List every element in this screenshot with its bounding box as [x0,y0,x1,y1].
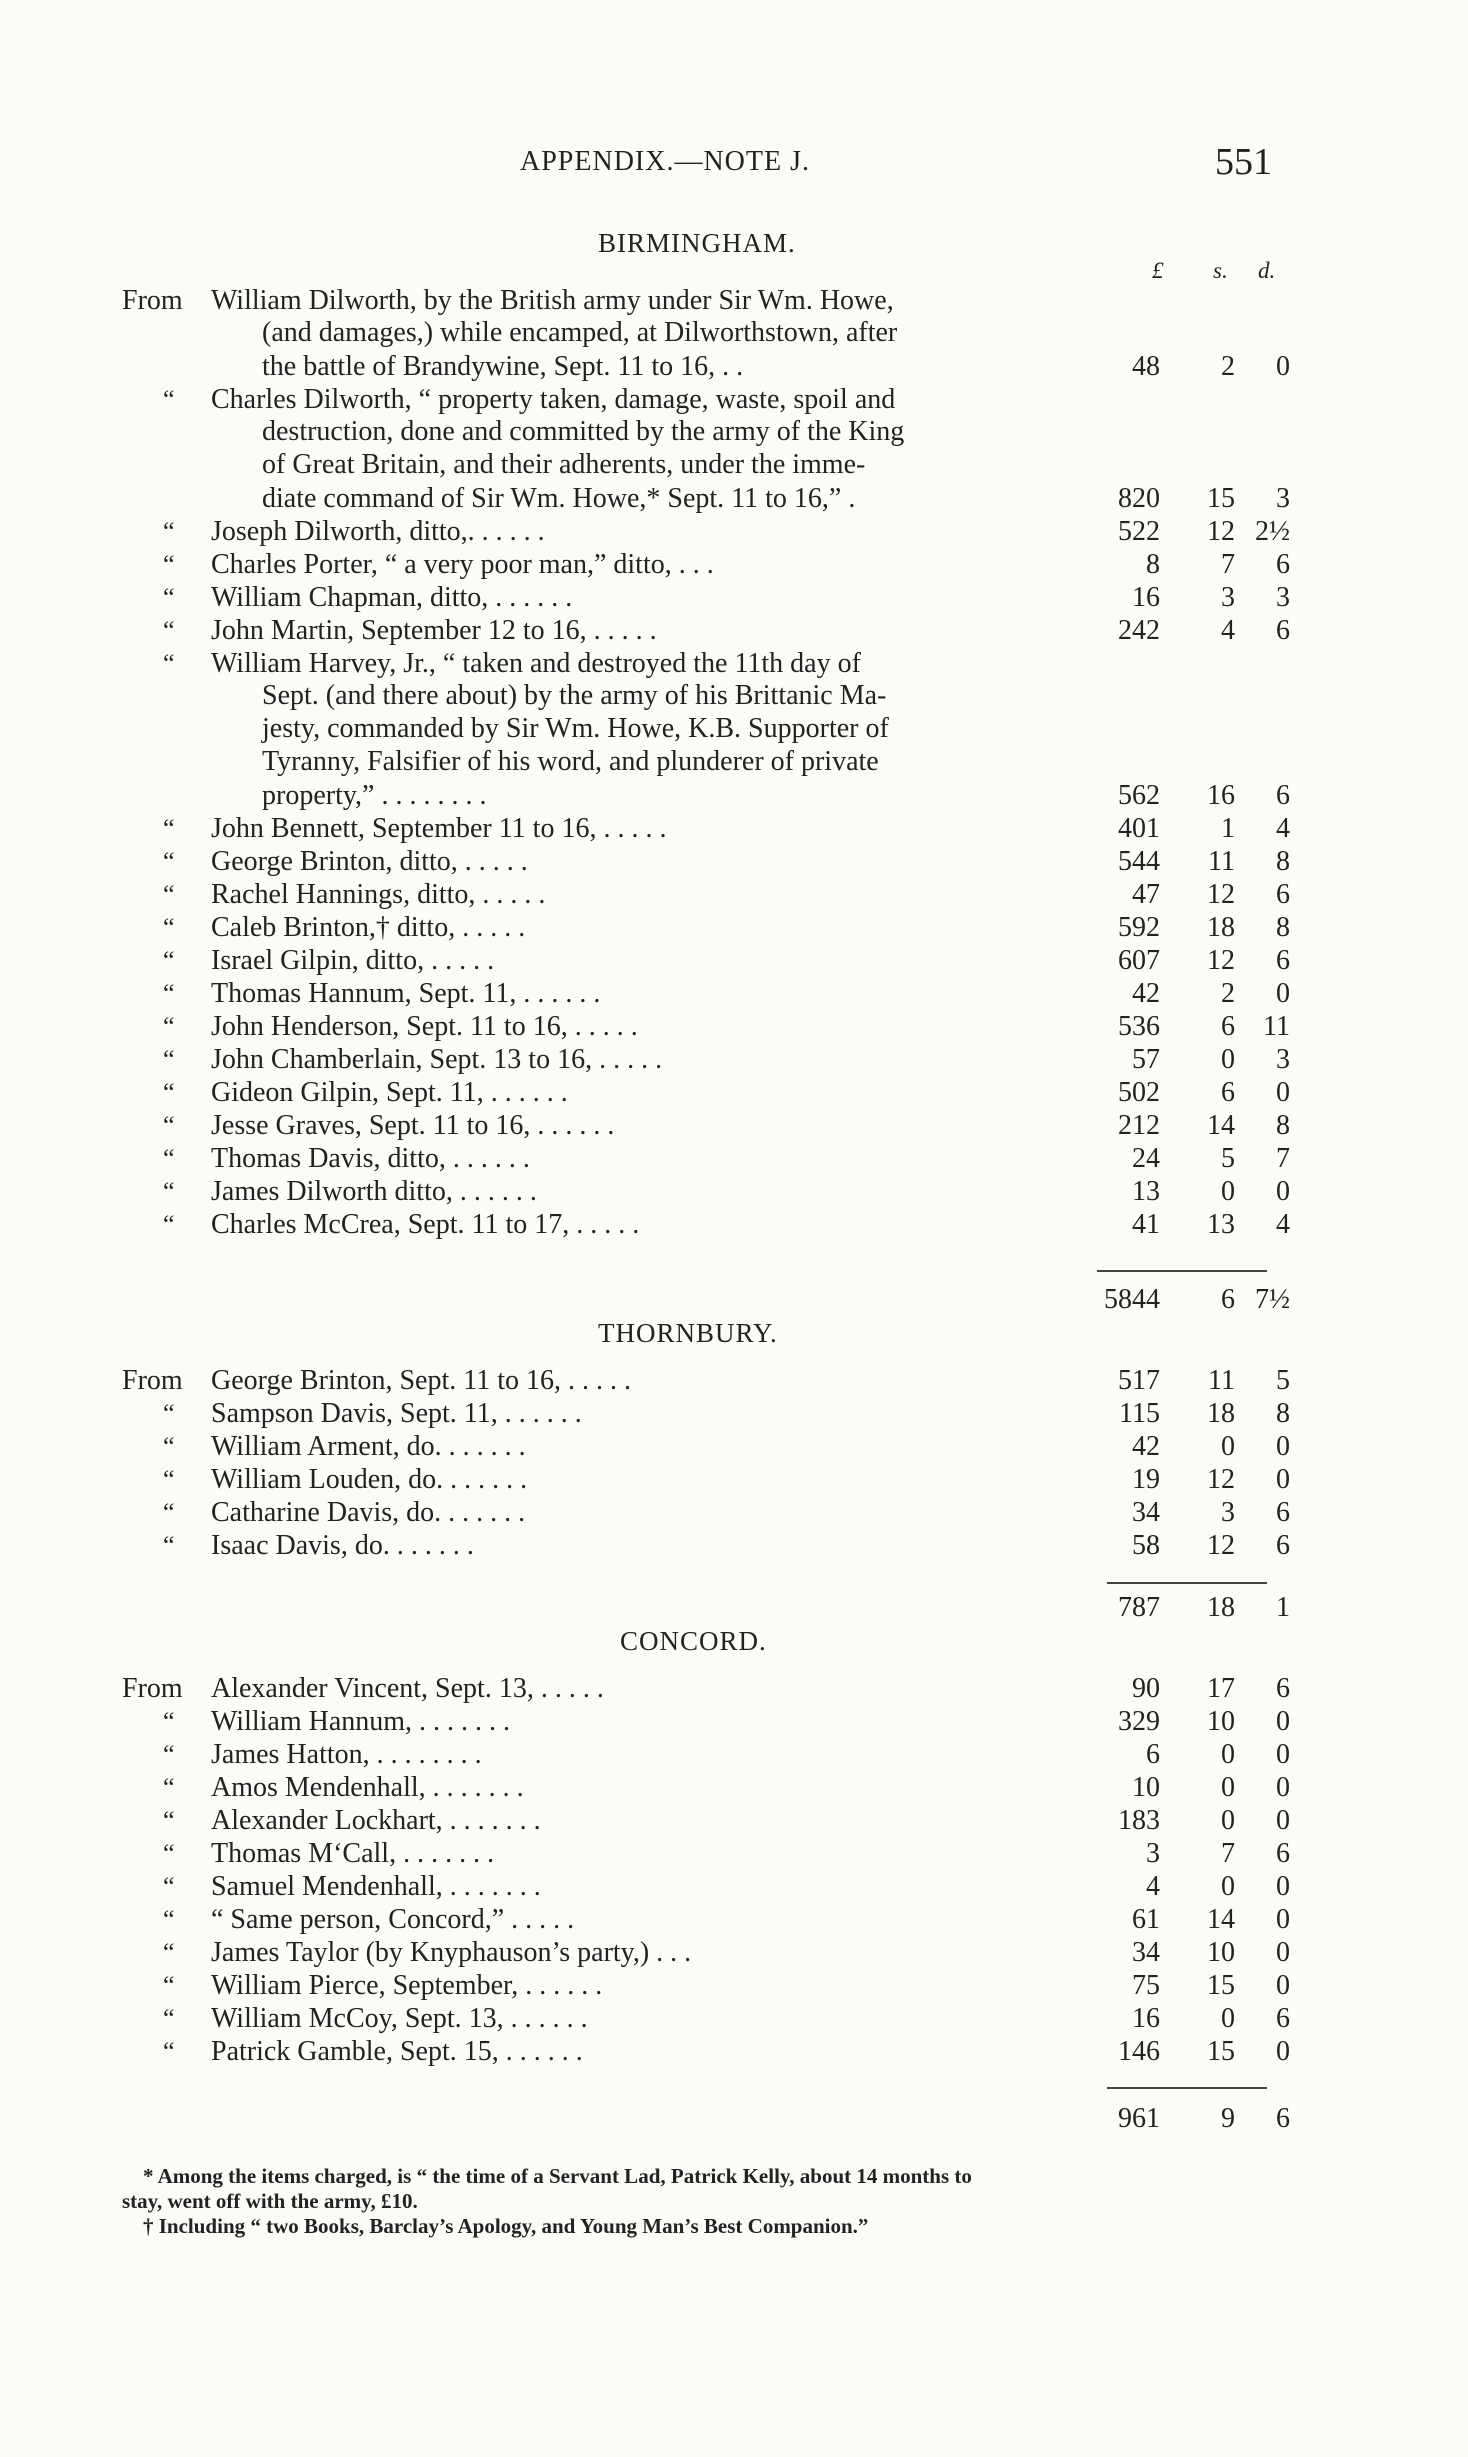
total-rule [1107,2087,1267,2089]
entry-continuation: jesty, commanded by Sir Wm. Howe, K.B. Supporter of [262,713,889,744]
unit-pounds: £ [1152,258,1164,283]
total-rule [1107,1582,1267,1584]
entry-continuation: Tyranny, Falsifier of his word, and plunderer of private [262,746,879,777]
entry-continuation: (and damages,) while encamped, at Dilworthstown, after [262,317,898,348]
page-number: 551 [1215,141,1272,183]
entry-continuation: destruction, done and committed by the army of the King [262,416,905,447]
entry-continuation: Sept. (and there about) by the army of his Brittanic Ma- [262,680,887,711]
document-page: APPENDIX.—NOTE J. 551 BIRMINGHAM. £ s. d. From William Dilworth, by the British army under Sir Wm. Howe, (and damages,) while encamped, at Dilworthstown, after the battle of Brandywine, Sept. 11 to 16, . . 48 2 0 “ Charles Dilworth, “ property taken, damage, waste, spoil and destruction, done and committed by the army of the King of Great Britain, and their adherents, under the imme- diate command of Sir Wm. Howe,* Sept. 11 to 16,” . 820 15 3 “ Joseph Dilworth, ditto,. . . . . . 522 12 2½ “ Charles Porter, “ a very poor man,” ditto, . . . 8 7 6 “ William Chapman, ditto, . . . . . . 16 3 3 “ John Martin, September 12 to 16, . . . . . 242 4 6 “ William Harvey, Jr., “ taken and destroyed the 11th day of Sept. (and there about) by the army of his Brittanic Ma- jesty, commanded by Sir Wm. Howe, K.B. Supporter of Tyranny, Falsifier of his word, and plunderer of private property,” . . . . . . . . 562 16 6 “ John Bennett, September 11 to 16, . . . . . 401 1 4 “ George Brinton, ditto, . . . . . 544 11 8 “ Rachel Hannings, ditto, . . . . . 47 12 6 “ Caleb Brinton,† ditto, . . . . . 592 18 8 “ Israel Gilpin, ditto, . . . . . 607 12 6 “ Thomas Hannum, Sept. 11, . . . . . . 42 2 0 “ John Henderson, Sept. 11 to 16, . . . . . 536 6 11 “ John Chamberlain, Sept. 13 to 16, . . . . . 57 0 3 “ Gideon Gilpin, Sept. 11, . . . . . . 502 6 0 “ Jesse Graves, Sept. 11 to 16, . . . . . . 212 14 8 “ Thomas Davis, ditto, . . . . . . 24 5 7 “ James Dilworth ditto, . . . . . . 13 0 0 “ Charles McCrea, Sept. 11 to 17, . . . . . 41 13 4 5844 6 7½ THORNBURY. From George Brinton, Sept. 11 to 16, . . . . . 517 11 5 “ Sampson Davis, Sept. 11, . . . . . . 115 18 8 “ William Arment, do. . . . . . . 42 0 0 “ William Louden, do. . . . . . . 19 12 0 “ Catharine Davis, do. . . . . . . 34 3 6 “ Isaac Davis, do. . . . . . . 58 12 6 787 18 1 CONCORD. From Alexander Vincent, Sept. 13, . . . . . 90 17 6 “ William Hannum, . . . . . . . 329 10 0 “ James Hatton, . . . . . . . . 6 0 0 “ Amos Mendenhall, . . . . . . . 10 0 0 “ Alexander Lockhart, . . . . . . . 183 0 0 “ Thomas M‘Call, . . . . . . . 3 7 6 “ Samuel Mendenhall, . . . . . . . 4 0 0 “ “ Same person, Concord,” . . . . . 61 14 0 “ James Taylor (by Knyphauson’s party,) . . . 34 10 0 “ William Pierce, September, . . . . . . 75 15 0 “ William McCoy, Sept. 13, . . . . . . 16 0 6 “ Patrick Gamble, Sept. 15, . . . . . . 146 15 0 961 9 6 * Among the items charged, is “ the time of a Servant Lad, Patrick Kelly, about 14 months to stay, went off with the army, £10. † Including “ two Books, Barclay’s Apology, and Young Man’s Best Companion.” [122,141,1290,2238]
footnote-star: * Among the items charged, is “ the time of a Servant Lad, Patrick Kelly, about 14 months to [143,2164,972,2188]
entry-continuation: of Great Britain, and their adherents, under the imme- [262,449,866,480]
running-head: APPENDIX.—NOTE J. [520,146,810,177]
footnote-star-continuation: stay, went off with the army, £10. [122,2189,418,2213]
total-rule [1097,1270,1267,1272]
unit-pence: d. [1258,258,1276,283]
footnote-dagger: † Including “ two Books, Barclay’s Apology, and Young Man’s Best Companion.” [143,2214,869,2238]
unit-shillings: s. [1213,258,1228,283]
